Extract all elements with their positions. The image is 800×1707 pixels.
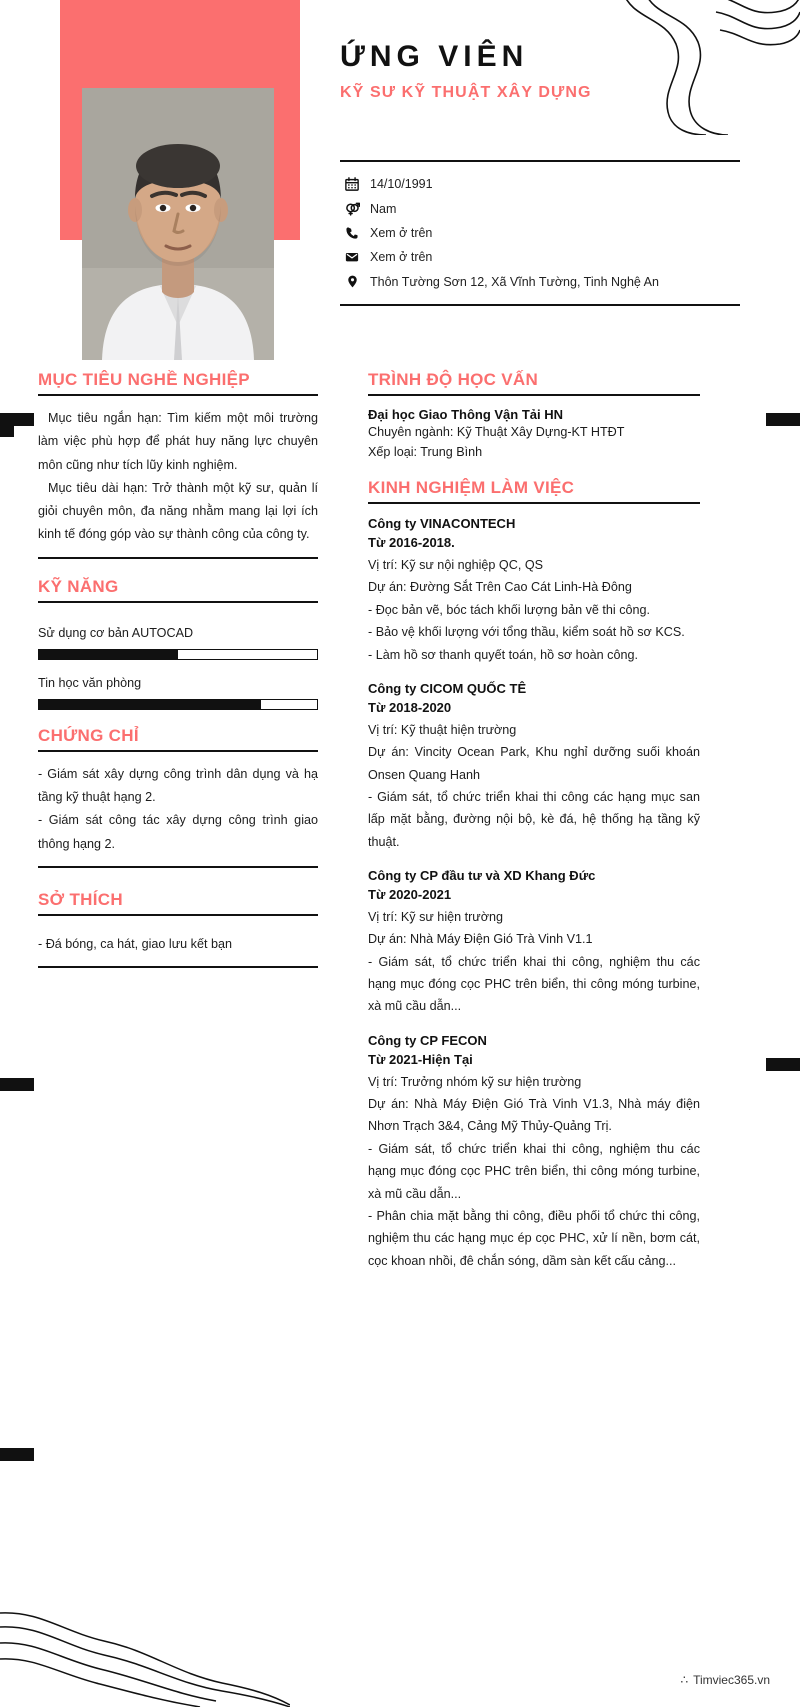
experience-company: Công ty CP đầu tư và XD Khang Đức [368,868,596,884]
contact-item-birthday [340,172,740,196]
section-title-certificates: CHỨNG CHỈ [38,725,139,745]
skill-progress-bar [38,649,318,660]
experience-detail: - Phân chia mặt bằng thi công, điều phối tổ chức thi công, nghiệm thu các hạng mục ép cọc PHC, xử lí nền, bơm cát, cọc khoan nhồi, đê chắn sóng, dầm sàn kết cấu cảng... [368,1208,700,1268]
experience-period: Từ 2020-2021 [368,886,452,902]
education-major: Chuyên ngành: Kỹ Thuật Xây Dựng-KT HTĐT [368,425,625,439]
section-certificates [38,726,318,868]
section-objective [38,370,318,559]
education-school: Đại học Giao Thông Vận Tải HN [368,407,564,422]
section-title-experience: KINH NGHIỆM LÀM VIỆC [368,478,575,498]
skill-progress-fill [39,700,261,709]
experience-detail: - Giám sát, tổ chức triển khai thi công, nghiệm thu các hạng mục đóng cọc PHC trên biển, thi công móng turbine, xà mũ cầu dẫn... [368,954,700,1014]
section-title-interests: SỞ THÍCH [38,889,123,909]
cv-body [0,370,800,1286]
phone-icon [344,226,360,240]
section-interests [38,890,318,968]
divider [38,394,318,396]
experience-detail: Vị trí: Trưởng nhóm kỹ sư hiện trường [368,1074,582,1089]
skill-progress-bar [38,699,318,710]
email-icon [344,250,360,264]
experience-period: Từ 2016-2018. [368,535,455,551]
experience-detail: Dự án: Đường Sắt Trên Cao Cát Linh-Hà Đông [368,580,632,595]
contact-item-phone [340,221,740,245]
section-title-objective: MỤC TIÊU NGHỀ NGHIỆP [38,370,250,389]
interest-item: - Đá bóng, ca hát, giao lưu kết bạn [38,936,232,951]
experience-detail: Dự án: Nhà Máy Điện Gió Trà Vinh V1.3, Nhà máy điện Nhơn Trạch 3&4, Cảng Mỹ Thủy-Quảng Trị. [368,1096,700,1134]
divider [38,914,318,916]
brand-footer [680,1673,770,1687]
contact-value-gender: Nam [370,201,397,216]
experience-detail: - Làm hồ sơ thanh quyết toán, hồ sơ hoàn công. [368,647,638,662]
divider [368,502,700,504]
avatar [82,88,274,360]
experience-period: Từ 2018-2020 [368,699,452,715]
section-education [368,370,700,462]
divider [38,966,318,968]
experience-company: Công ty CP FECON [368,1032,487,1048]
accent-block-left-mid [0,1078,34,1091]
experience-item [368,1032,700,1272]
brand-mark-icon: ∴ [680,1673,689,1687]
page-title: ỨNG VIÊN [340,40,529,73]
section-skills [38,577,318,710]
experience-detail: Vị trí: Kỹ sư hiện trường [368,909,504,924]
divider [38,601,318,603]
skill-label: Tin học văn phòng [38,675,142,690]
contact-value-address: Thôn Tường Sơn 12, Xã Vĩnh Tường, Tinh Nghệ An [370,274,659,289]
contact-value-phone: Xem ở trên [370,226,433,240]
experience-item [368,867,700,1018]
contact-list [340,160,740,306]
job-title: KỸ SƯ KỸ THUẬT XÂY DỰNG [340,83,592,101]
calendar-icon [344,177,360,191]
experience-item [368,515,700,666]
education-grade: Xếp loại: Trung Bình [368,445,483,460]
accent-block-right-top [766,413,800,426]
contact-value-email: Xem ở trên [370,250,433,264]
experience-detail: - Bảo vệ khối lượng với tổng thầu, kiểm soát hồ sơ KCS. [368,625,685,640]
experience-detail: Vị trí: Kỹ sư nội nghiệp QC, QS [368,557,544,572]
contact-item-address [340,269,740,294]
accent-block-right-mid [766,1058,800,1071]
contact-item-email [340,245,740,269]
cv-footer [0,1547,800,1707]
left-column [0,370,340,1286]
brand-name: Timviec365.vn [693,1673,770,1687]
experience-detail: Dự án: Vincity Ocean Park, Khu nghỉ dưỡng suối khoán Onsen Quang Hanh [368,745,700,782]
experience-detail: Dự án: Nhà Máy Điện Gió Trà Vinh V1.1 [368,932,593,947]
header-identity [340,40,760,102]
experience-detail: - Giám sát, tổ chức triển khai thi công, nghiệm thu các hạng mục đóng cọc PHC trên biển, thi công móng turbine, xà mũ cầu dẫn... [368,1141,700,1201]
section-title-education: TRÌNH ĐỘ HỌC VẤN [368,370,539,389]
contact-item-gender [340,196,740,221]
section-title-skills: KỸ NĂNG [38,576,119,596]
experience-company: Công ty VINACONTECH [368,516,516,532]
certificate-item: - Giám sát xây dựng công trình dân dụng và hạ tầng kỹ thuật hạng 2. [38,766,318,805]
certificate-item: - Giám sát công tác xây dựng công trình giao thông hạng 2. [38,813,318,851]
experience-detail: Vị trí: Kỹ thuật hiện trường [368,722,517,737]
skill-progress-fill [39,650,178,659]
divider [38,750,318,752]
objective-paragraph: Mục tiêu ngắn hạn: Tìm kiếm một môi trường làm việc phù hợp để phát huy năng lực chuyên môn cũng như tích lũy kinh nghiệm. [38,411,318,472]
right-column [340,370,740,1286]
divider [368,394,700,396]
experience-item [368,680,700,853]
gender-icon [344,201,360,216]
contact-value-birthday: 14/10/1991 [370,177,433,191]
skill-item [38,676,318,710]
accent-block-left-bottom [0,1448,34,1461]
portrait-photo [82,88,274,360]
experience-detail: - Giám sát, tổ chức triển khai thi công các hạng mục san lấp mặt bằng, đường nội bộ, kè đá, hệ thống hạ tầng kỹ thuật. [368,789,700,849]
skill-item [38,626,318,660]
section-experience [368,478,700,1272]
accent-block-left-top-small [0,424,14,437]
skill-label: Sử dụng cơ bản AUTOCAD [38,625,194,640]
experience-detail: - Đọc bản vẽ, bóc tách khối lượng bản vẽ thi công. [368,602,651,617]
qr-code [676,1581,750,1655]
experience-period: Từ 2021-Hiện Tại [368,1051,473,1067]
experience-company: Công ty CICOM QUỐC TÊ [368,681,527,696]
objective-paragraph: Mục tiêu dài hạn: Trở thành một kỹ sư, quản lí giỏi chuyên môn, đa năng nhằm mang lại lợi ích kinh tế đóng góp vào sự thành công của công ty. [38,480,318,542]
location-icon [344,274,360,289]
decorative-wave-bottom-left [0,1597,290,1707]
objective-body [38,407,318,547]
